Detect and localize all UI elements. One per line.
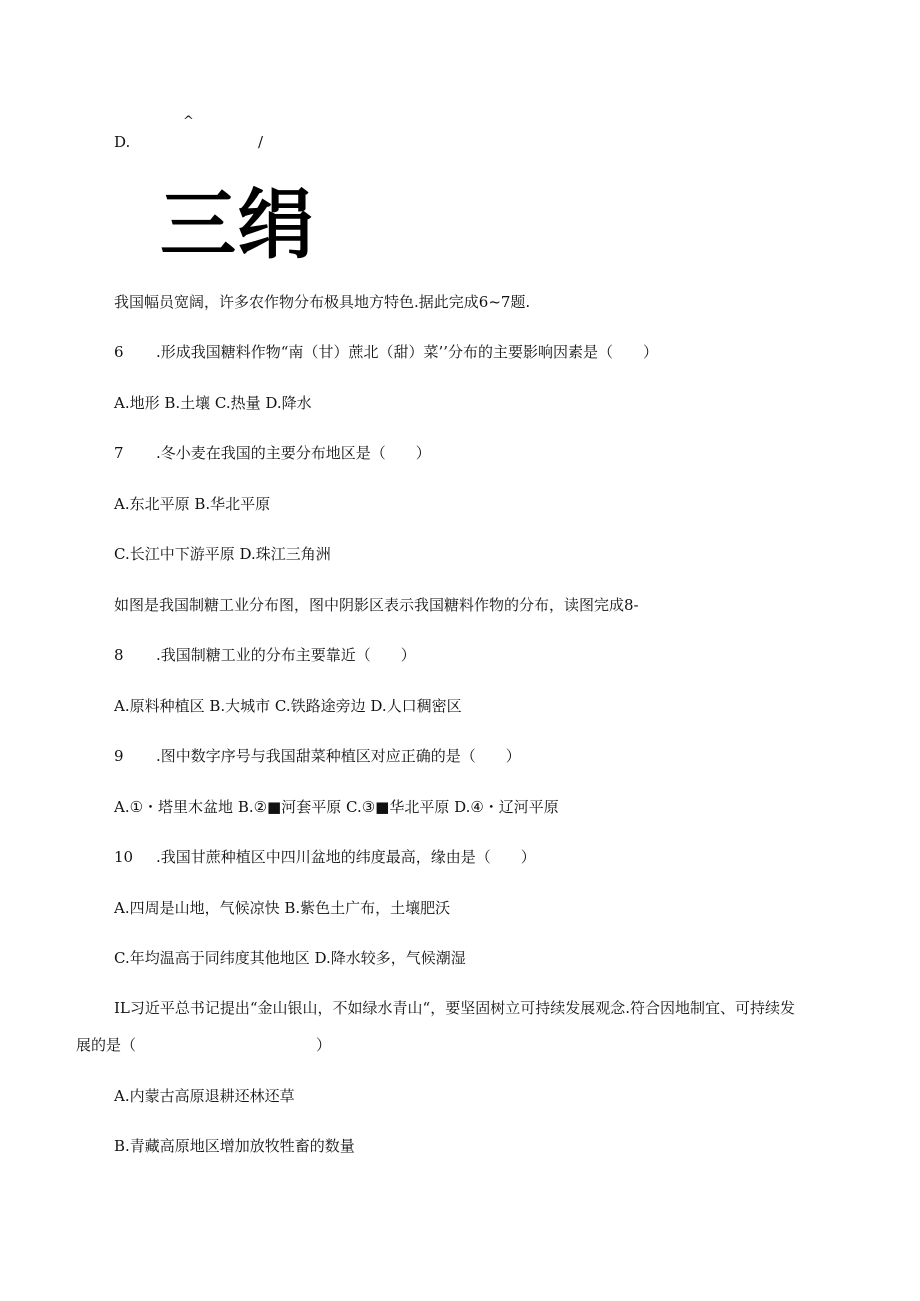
question-8 [114,645,416,665]
question-6-options: A.地形 B.土壤 C.热量 D.降水 [114,394,312,412]
question-number: 8 [114,646,124,664]
question-11-option-b: B.青藏高原地区增加放牧牲畜的数量 [114,1137,355,1155]
question-text: .冬小麦在我国的主要分布地区是（ ） [156,444,431,462]
intro-8: 如图是我国制糖工业分布图，图中阴影区表示我国糖料作物的分布，读图完成8- [114,596,639,614]
question-text: .我国制糖工业的分布主要靠近（ ） [156,646,416,664]
option-d-label: D. [114,133,131,151]
question-number: 7 [114,444,124,462]
question-text: .图中数字序号与我国甜菜种植区对应正确的是（ ） [156,747,521,765]
slash-mark: / [258,133,264,151]
question-number: 10 [114,848,134,866]
question-8-options: A.原料种植区 B.大城市 C.铁路途旁边 D.人口稠密区 [114,697,462,715]
figure-glyphs: 三绢 [160,180,316,269]
question-9 [114,746,521,766]
question-10 [114,847,536,867]
question-7-options-1: A.东北平原 B.华北平原 [114,495,271,513]
question-9-options: A.①・塔里木盆地 B.②■河套平原 C.③■华北平原 D.④・辽河平原 [114,798,559,816]
question-10-options-1: A.四周是山地，气候凉快 B.紫色土广布，土壤肥沃 [114,899,451,917]
question-11-line-1: IL习近平总书记提出“金山银山，不如绿水青山“，要坚固树立可持续发展观念.符合因地制宜、可持续发 [114,999,795,1017]
intro-6-7: 我国幅员宽阔，许多农作物分布极具地方特色.据此完成6~7题. [114,293,531,311]
question-number: 9 [114,747,124,765]
question-11-option-a: A.内蒙古高原退耕还林还草 [114,1087,295,1105]
question-10-options-2: C.年均温高于同纬度其他地区 D.降水较多，气候潮湿 [114,949,466,967]
question-7 [114,443,431,463]
question-6 [114,342,658,362]
question-text: .形成我国糖料作物“南（甘）蔗北（甜）菜’’分布的主要影响因素是（ ） [156,343,658,361]
question-11-line-2: 展的是（ ） [76,1036,332,1054]
question-number: 6 [114,343,124,361]
question-7-options-2: C.长江中下游平原 D.珠江三角洲 [114,545,331,563]
question-text: .我国甘蔗种植区中四川盆地的纬度最高，缘由是（ ） [156,848,536,866]
caret-mark: ^ [183,114,194,129]
